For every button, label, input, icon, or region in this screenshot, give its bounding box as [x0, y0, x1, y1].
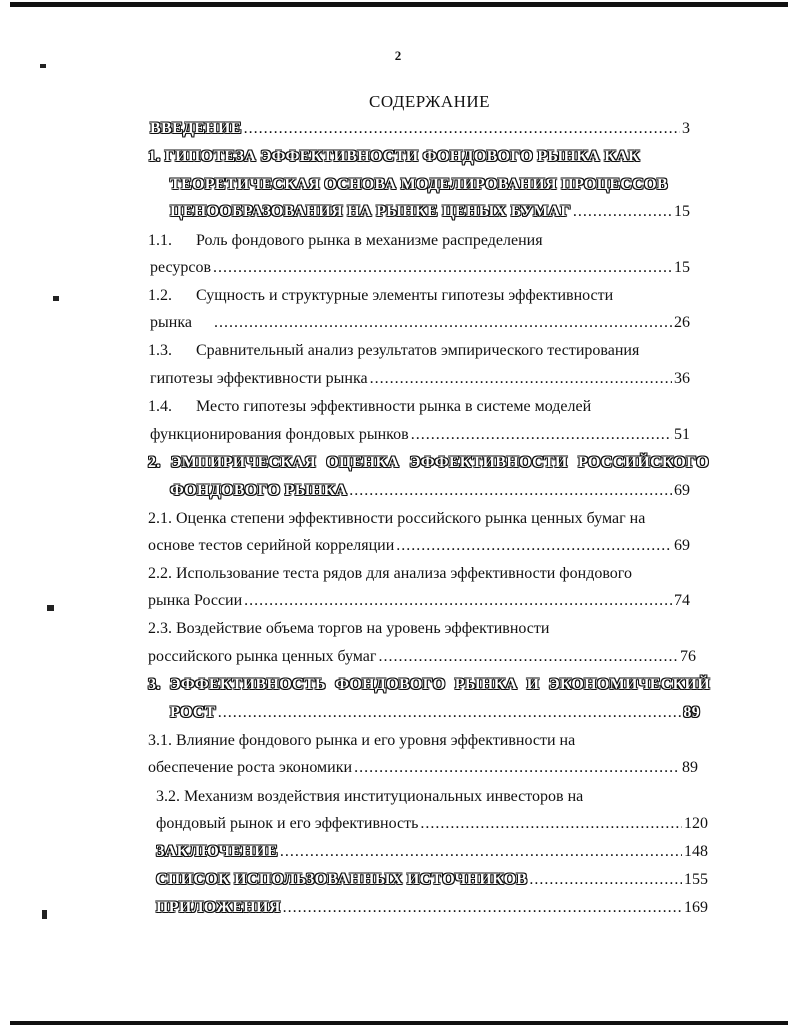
section-title: функционирования фондовых рынков	[150, 426, 409, 443]
toc-entry-label: ВВЕДЕНИЕ	[150, 120, 242, 137]
leader-dots	[244, 592, 672, 610]
section-title: 2.2. Использование теста рядов для анализа эффективности фондового	[148, 565, 632, 582]
leader-dots	[378, 648, 678, 666]
toc-section-2-1-cont[interactable]	[148, 537, 690, 559]
section-number: 1.4.	[148, 398, 172, 415]
toc-page-number: 69	[674, 537, 690, 554]
toc-chapter-1-line-2	[170, 176, 668, 198]
toc-section-3-1-cont[interactable]	[148, 759, 698, 781]
toc-section-3-2[interactable]	[156, 788, 583, 810]
chapter-title: ТЕОРЕТИЧЕСКАЯ ОСНОВА МОДЕЛИРОВАНИЯ ПРОЦЕССОВ	[170, 176, 668, 193]
page-title: СОДЕРЖАНИЕ	[369, 92, 491, 111]
leader-dots	[349, 482, 672, 500]
toc-page-number: 69	[674, 482, 690, 499]
chapter-title: ГИПОТЕЗА ЭФФЕКТИВНОСТИ ФОНДОВОГО РЫНКА КАК	[164, 148, 640, 165]
toc-section-2-2[interactable]	[148, 565, 632, 587]
toc-page-number: 76	[680, 648, 696, 665]
scan-speck	[42, 910, 47, 919]
toc-section-2-3[interactable]	[148, 620, 549, 642]
toc-page-number: 74	[674, 592, 690, 609]
section-title: гипотезы эффективности рынка	[150, 370, 368, 387]
toc-section-3-1[interactable]	[148, 732, 575, 754]
section-number: 1.3.	[148, 342, 172, 359]
toc-chapter-3-line-1[interactable]	[148, 676, 710, 698]
chapter-number: 2.	[148, 454, 161, 471]
chapter-title: ФОНДОВОГО РЫНКА	[170, 482, 348, 499]
toc-page-number: 155	[684, 871, 708, 888]
toc-chapter-1-line-3[interactable]	[170, 203, 690, 225]
section-title: фондовый рынок и его эффективность	[156, 815, 419, 832]
scan-border-top	[10, 2, 788, 7]
leader-dots	[244, 120, 680, 138]
leader-dots	[214, 314, 672, 332]
leader-dots	[396, 537, 672, 555]
toc-chapter-2-line-1[interactable]	[148, 454, 709, 476]
toc-page-number: 36	[674, 370, 690, 387]
section-title: Роль фондового рынка в механизме распределения	[196, 232, 543, 249]
leader-dots	[529, 871, 682, 889]
leader-dots	[283, 899, 682, 917]
toc-page-number: 169	[684, 899, 708, 916]
scan-speck	[53, 296, 59, 301]
section-title: 2.3. Воздействие объема торгов на уровень эффективности	[148, 620, 550, 637]
toc-page-number: 120	[684, 815, 708, 832]
toc-section-1-2[interactable]	[148, 287, 613, 309]
toc-chapter-3-line-2[interactable]	[170, 704, 700, 726]
toc-entry-sources[interactable]	[156, 871, 708, 893]
section-title: Место гипотезы эффективности рынка в системе моделей	[196, 398, 592, 415]
chapter-number: 1.	[148, 148, 161, 165]
chapter-number: 3.	[148, 676, 161, 693]
toc-section-1-1[interactable]	[148, 232, 543, 254]
section-number: 1.2.	[148, 287, 172, 304]
toc-section-1-2-cont[interactable]	[150, 314, 690, 336]
leader-dots	[411, 426, 672, 444]
toc-page-number: 89	[682, 759, 698, 776]
toc-section-2-1[interactable]	[148, 510, 645, 532]
section-title: Сравнительный анализ результатов эмпирического тестирования	[196, 342, 640, 359]
toc-chapter-1-line-1[interactable]	[148, 148, 640, 170]
toc-page-number: 26	[674, 314, 690, 331]
toc-page-number: 51	[674, 426, 690, 443]
leader-dots	[573, 203, 672, 221]
scan-border-bottom	[10, 1021, 788, 1025]
toc-page-number: 89	[683, 704, 700, 721]
toc-entry-label: ЗАКЛЮЧЕНИЕ	[156, 843, 278, 860]
section-title: рынка	[150, 314, 192, 331]
section-title: рынка России	[148, 592, 243, 609]
toc-entry-appendix[interactable]	[156, 899, 708, 921]
toc-section-1-4-cont[interactable]	[150, 426, 690, 448]
toc-section-2-3-cont[interactable]	[148, 648, 696, 670]
toc-entry-label: СПИСОК ИСПОЛЬЗОВАННЫХ ИСТОЧНИКОВ	[156, 871, 528, 888]
toc-entry-conclusion[interactable]	[156, 843, 708, 865]
toc-page-number: 148	[684, 843, 708, 860]
chapter-title: РОСТ	[170, 704, 216, 721]
page-number: 2	[394, 48, 402, 63]
chapter-title: ЭФФЕКТИВНОСТЬ ФОНДОВОГО РЫНКА И ЭКОНОМИЧЕСКИЙ	[169, 676, 711, 693]
chapter-title: ЦЕНООБРАЗОВАНИЯ НА РЫНКЕ ЦЕНЫХ БУМАГ	[170, 203, 571, 220]
section-title: основе тестов серийной корреляции	[148, 537, 395, 554]
toc-section-1-3[interactable]	[148, 342, 639, 364]
section-title: обеспечение роста экономики	[148, 759, 353, 776]
leader-dots	[280, 843, 682, 861]
toc-entry-intro[interactable]	[150, 120, 690, 142]
toc-section-3-2-cont[interactable]	[156, 815, 708, 837]
leader-dots	[218, 704, 682, 722]
toc-section-1-3-cont[interactable]	[150, 370, 690, 392]
toc-page-number: 15	[674, 203, 690, 220]
leader-dots	[354, 759, 680, 777]
toc-page-number: 3	[682, 120, 690, 137]
section-title: 3.1. Влияние фондового рынка и его уровня эффективности на	[148, 732, 576, 749]
toc-entry-label: ПРИЛОЖЕНИЯ	[156, 899, 281, 916]
section-title: 3.2. Механизм воздействия институциональных инвесторов на	[156, 788, 584, 805]
chapter-title: ЭМПИРИЧЕСКАЯ ОЦЕНКА ЭФФЕКТИВНОСТИ РОССИЙСКОГО	[170, 454, 709, 471]
leader-dots	[370, 370, 672, 388]
leader-dots	[213, 259, 672, 277]
section-title: ресурсов	[150, 259, 212, 276]
scan-speck	[47, 605, 54, 611]
section-title: 2.1. Оценка степени эффективности российского рынка ценных бумаг на	[148, 510, 646, 527]
section-title: Сущность и структурные элементы гипотезы эффективности	[196, 287, 614, 304]
scan-speck	[40, 64, 46, 68]
toc-section-2-2-cont[interactable]	[148, 592, 690, 614]
toc-page-number: 15	[674, 259, 690, 276]
section-number: 1.1.	[148, 232, 172, 249]
section-title: российского рынка ценных бумаг	[148, 648, 377, 665]
leader-dots	[420, 815, 682, 833]
toc-chapter-2-line-2[interactable]	[170, 482, 690, 504]
toc-section-1-4[interactable]	[148, 398, 591, 420]
toc-section-1-1-cont[interactable]	[150, 259, 690, 281]
